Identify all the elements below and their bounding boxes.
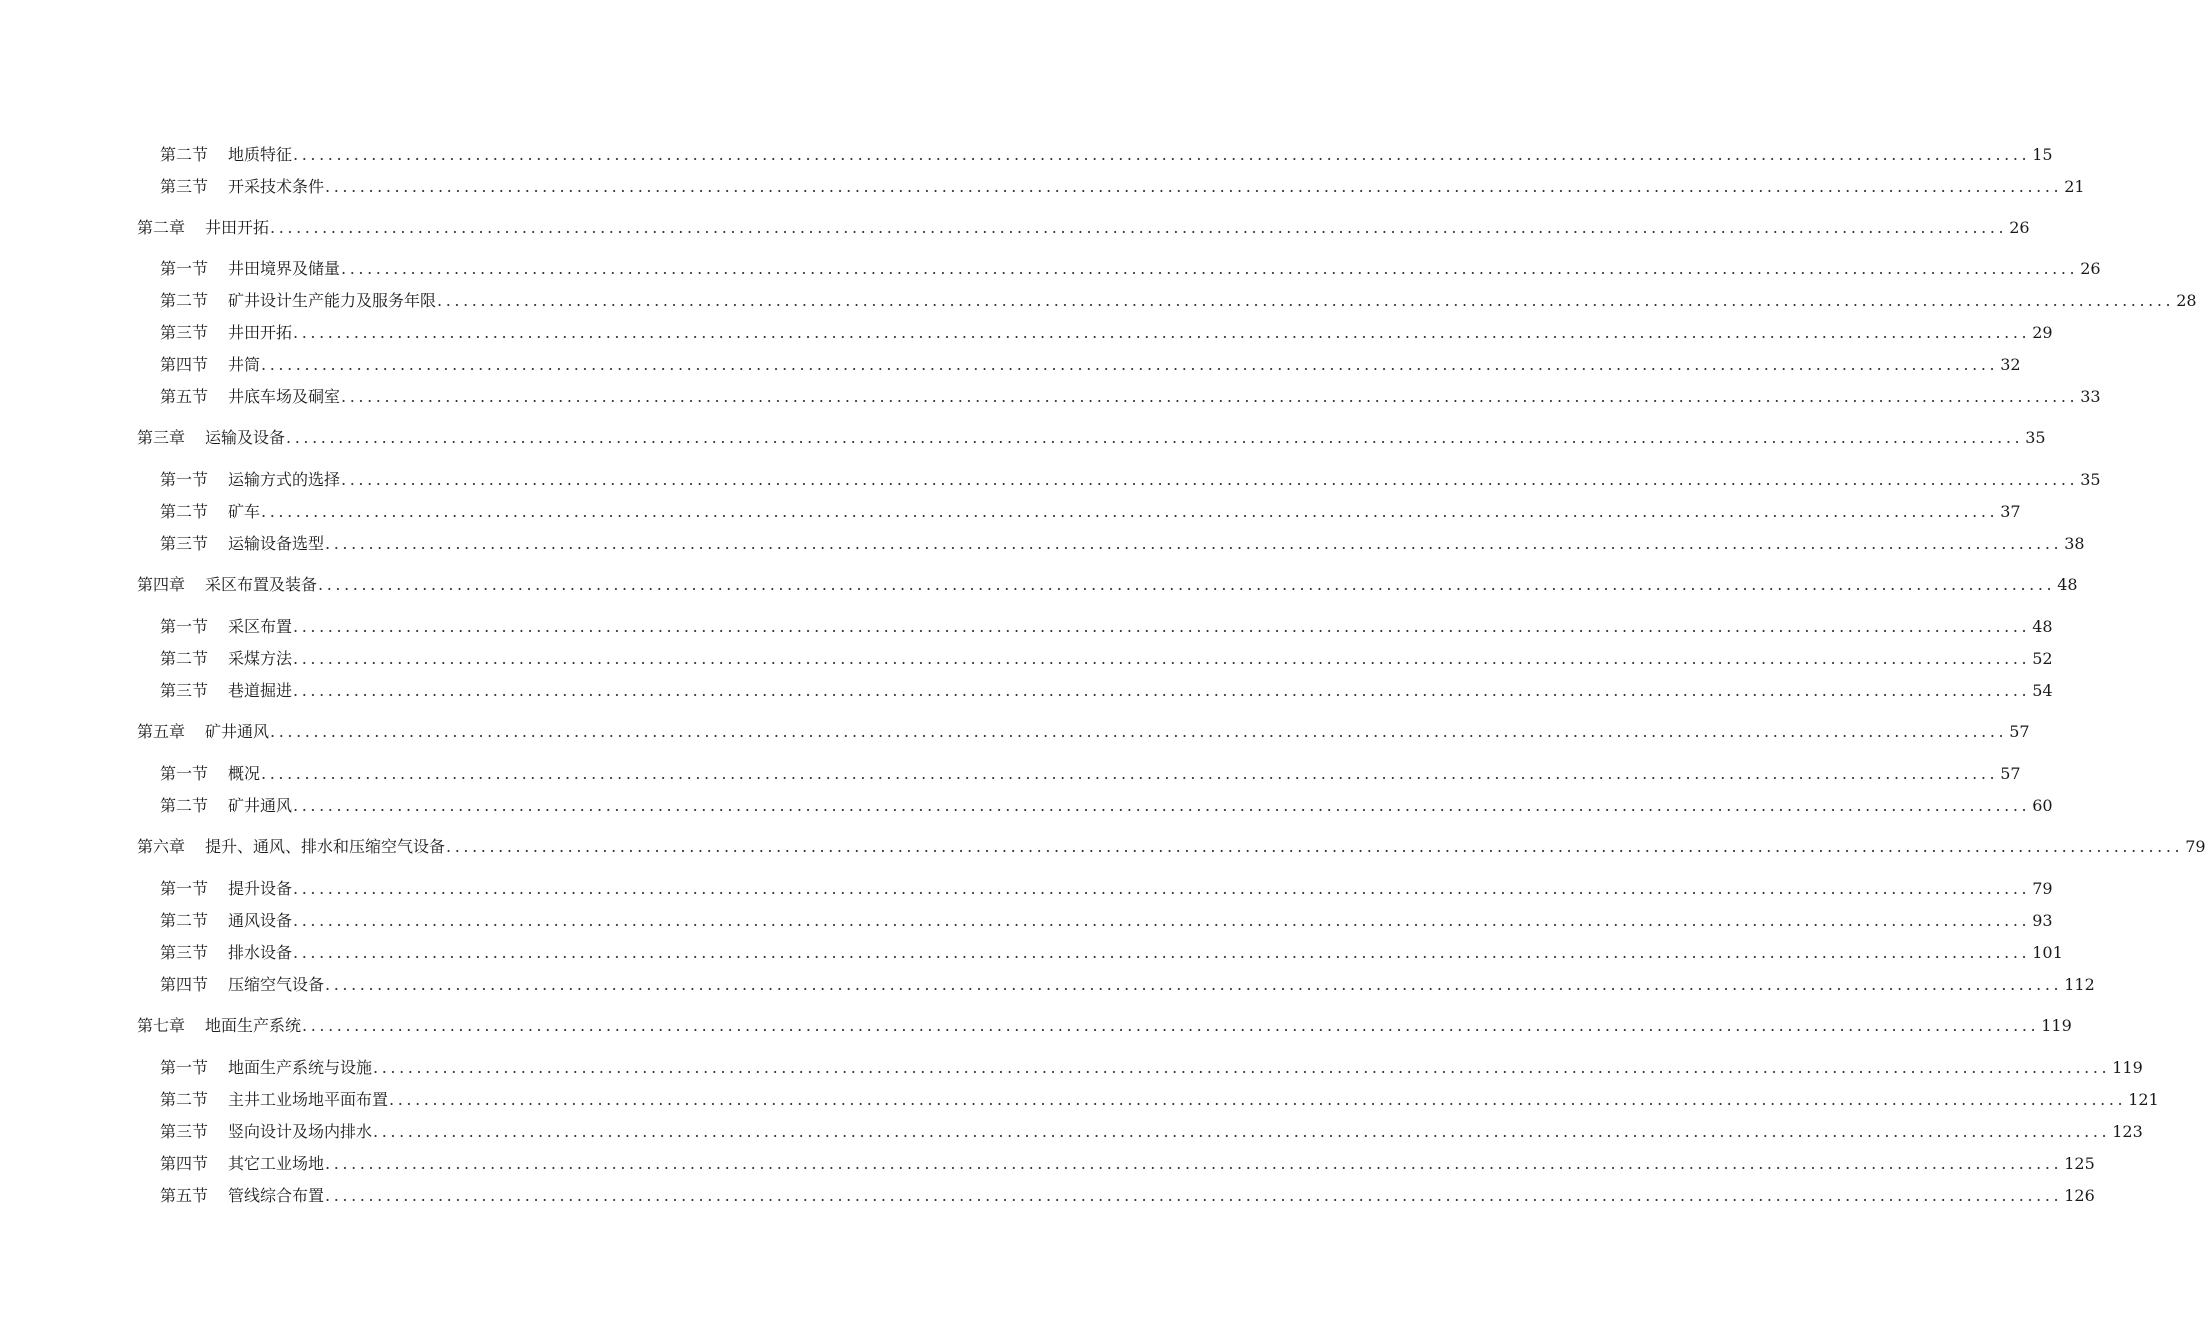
dot-leader: ........................................................................................................................................................................................................ <box>341 470 2079 489</box>
toc-entry <box>160 174 2085 200</box>
toc-entry <box>160 646 2053 672</box>
dot-leader: ........................................................................................................................................................................................................ <box>270 722 2008 741</box>
entry-number: 第三章 <box>137 428 186 447</box>
toc-entry <box>137 1013 2072 1039</box>
entry-page: 38 <box>2064 534 2085 553</box>
dot-leader: ........................................................................................................................................................................................................ <box>270 218 2008 237</box>
dot-leader: ........................................................................................................................................................................................................ <box>373 1058 2111 1077</box>
entry-title: 巷道掘进 <box>228 681 293 700</box>
entry-number: 第二章 <box>137 218 186 237</box>
entry-title: 开采技术条件 <box>228 177 325 196</box>
entry-page: 79 <box>2032 879 2053 898</box>
entry-page: 52 <box>2032 649 2053 668</box>
entry-page: 21 <box>2064 177 2085 196</box>
entry-title: 提升设备 <box>228 879 293 898</box>
entry-page: 57 <box>2000 764 2021 783</box>
toc-entry <box>160 1151 2095 1177</box>
entry-number: 第二节 <box>160 796 209 815</box>
entry-title: 矿车 <box>228 502 261 521</box>
toc-entry <box>160 256 2101 282</box>
dot-leader: ........................................................................................................................................................................................................ <box>293 649 2031 668</box>
toc-entry <box>160 972 2095 998</box>
toc-entry <box>160 384 2101 410</box>
toc-entry <box>160 352 2021 378</box>
toc-entry <box>160 467 2101 493</box>
toc-entry <box>160 1119 2143 1145</box>
dot-leader: ........................................................................................................................................................................................................ <box>293 681 2031 700</box>
dot-leader: ........................................................................................................................................................................................................ <box>293 911 2031 930</box>
entry-number: 第二节 <box>160 911 209 930</box>
entry-page: 37 <box>2000 502 2021 521</box>
entry-page: 79 <box>2185 837 2206 856</box>
entry-number: 第三节 <box>160 681 209 700</box>
entry-title: 运输及设备 <box>205 428 286 447</box>
entry-number: 第一节 <box>160 470 209 489</box>
entry-number: 第二节 <box>160 649 209 668</box>
dot-leader: ........................................................................................................................................................................................................ <box>293 145 2031 164</box>
toc-entry <box>137 425 2046 451</box>
entry-page: 32 <box>2000 355 2021 374</box>
entry-title: 井筒 <box>228 355 261 374</box>
entry-page: 35 <box>2025 428 2046 447</box>
entry-number: 第一节 <box>160 259 209 278</box>
toc-entry <box>160 761 2021 787</box>
entry-page: 57 <box>2009 722 2030 741</box>
entry-title: 矿井通风 <box>205 722 270 741</box>
toc-entry <box>160 678 2053 704</box>
entry-title: 采煤方法 <box>228 649 293 668</box>
entry-title: 地面生产系统 <box>205 1016 302 1035</box>
dot-leader: ........................................................................................................................................................................................................ <box>261 502 1999 521</box>
dot-leader: ........................................................................................................................................................................................................ <box>293 943 2031 962</box>
entry-page: 101 <box>2032 943 2063 962</box>
entry-page: 26 <box>2080 259 2101 278</box>
dot-leader: ........................................................................................................................................................................................................ <box>325 177 2063 196</box>
dot-leader: ........................................................................................................................................................................................................ <box>325 975 2063 994</box>
toc-entry <box>160 1087 2159 1113</box>
entry-page: 125 <box>2064 1154 2095 1173</box>
entry-title: 提升、通风、排水和压缩空气设备 <box>205 837 446 856</box>
entry-number: 第六章 <box>137 837 186 856</box>
dot-leader: ........................................................................................................................................................................................................ <box>293 323 2031 342</box>
entry-number: 第三节 <box>160 943 209 962</box>
entry-page: 121 <box>2128 1090 2159 1109</box>
entry-title: 压缩空气设备 <box>228 975 325 994</box>
entry-title: 竖向设计及场内排水 <box>228 1122 373 1141</box>
entry-number: 第一节 <box>160 879 209 898</box>
toc-entry <box>160 288 2197 314</box>
entry-number: 第五节 <box>160 387 209 406</box>
entry-number: 第五章 <box>137 722 186 741</box>
entry-title: 概况 <box>228 764 261 783</box>
dot-leader: ........................................................................................................................................................................................................ <box>446 837 2184 856</box>
toc-entry <box>160 531 2085 557</box>
entry-title: 矿井设计生产能力及服务年限 <box>228 291 437 310</box>
entry-number: 第二节 <box>160 145 209 164</box>
toc-entry <box>160 1055 2143 1081</box>
toc-entry <box>137 572 2078 598</box>
entry-page: 93 <box>2032 911 2053 930</box>
entry-page: 29 <box>2032 323 2053 342</box>
entry-title: 其它工业场地 <box>228 1154 325 1173</box>
entry-page: 26 <box>2009 218 2030 237</box>
dot-leader: ........................................................................................................................................................................................................ <box>437 291 2175 310</box>
toc-entry <box>160 499 2021 525</box>
entry-number: 第四节 <box>160 1154 209 1173</box>
toc-entry <box>160 793 2053 819</box>
entry-title: 运输设备选型 <box>228 534 325 553</box>
entry-number: 第三节 <box>160 1122 209 1141</box>
toc-entry <box>137 719 2030 745</box>
dot-leader: ........................................................................................................................................................................................................ <box>286 428 2024 447</box>
entry-page: 119 <box>2112 1058 2143 1077</box>
dot-leader: ........................................................................................................................................................................................................ <box>325 1186 2063 1205</box>
entry-page: 119 <box>2041 1016 2072 1035</box>
dot-leader: ........................................................................................................................................................................................................ <box>261 355 1999 374</box>
dot-leader: ........................................................................................................................................................................................................ <box>318 575 2056 594</box>
entry-page: 15 <box>2032 145 2053 164</box>
entry-title: 井田开拓 <box>205 218 270 237</box>
entry-page: 48 <box>2032 617 2053 636</box>
toc-entry <box>137 834 2206 860</box>
toc-entry <box>137 215 2030 241</box>
dot-leader: ........................................................................................................................................................................................................ <box>293 796 2031 815</box>
entry-page: 112 <box>2064 975 2095 994</box>
toc-entry <box>160 908 2053 934</box>
entry-title: 排水设备 <box>228 943 293 962</box>
toc-entry <box>160 876 2053 902</box>
entry-title: 通风设备 <box>228 911 293 930</box>
entry-page: 48 <box>2057 575 2078 594</box>
entry-number: 第四节 <box>160 355 209 374</box>
entry-number: 第一节 <box>160 1058 209 1077</box>
entry-number: 第二节 <box>160 502 209 521</box>
entry-title: 井底车场及硐室 <box>228 387 341 406</box>
entry-number: 第二节 <box>160 1090 209 1109</box>
entry-number: 第一节 <box>160 764 209 783</box>
entry-number: 第二节 <box>160 291 209 310</box>
entry-title: 管线综合布置 <box>228 1186 325 1205</box>
dot-leader: ........................................................................................................................................................................................................ <box>293 879 2031 898</box>
dot-leader: ........................................................................................................................................................................................................ <box>341 387 2079 406</box>
toc-entry <box>160 320 2053 346</box>
dot-leader: ........................................................................................................................................................................................................ <box>341 259 2079 278</box>
entry-title: 井田开拓 <box>228 323 293 342</box>
entry-title: 运输方式的选择 <box>228 470 341 489</box>
entry-title: 采区布置及装备 <box>205 575 318 594</box>
entry-title: 地面生产系统与设施 <box>228 1058 373 1077</box>
entry-number: 第七章 <box>137 1016 186 1035</box>
entry-page: 126 <box>2064 1186 2095 1205</box>
entry-number: 第四节 <box>160 975 209 994</box>
entry-number: 第三节 <box>160 323 209 342</box>
dot-leader: ........................................................................................................................................................................................................ <box>302 1016 2040 1035</box>
dot-leader: ........................................................................................................................................................................................................ <box>389 1090 2127 1109</box>
entry-page: 35 <box>2080 470 2101 489</box>
entry-page: 33 <box>2080 387 2101 406</box>
entry-title: 采区布置 <box>228 617 293 636</box>
entry-title: 主井工业场地平面布置 <box>228 1090 389 1109</box>
entry-number: 第五节 <box>160 1186 209 1205</box>
toc-entry <box>160 1183 2095 1209</box>
dot-leader: ........................................................................................................................................................................................................ <box>261 764 1999 783</box>
toc-entry <box>160 940 2063 966</box>
dot-leader: ........................................................................................................................................................................................................ <box>293 617 2031 636</box>
entry-number: 第一节 <box>160 617 209 636</box>
entry-number: 第三节 <box>160 177 209 196</box>
dot-leader: ........................................................................................................................................................................................................ <box>373 1122 2111 1141</box>
toc-entry <box>160 142 2053 168</box>
toc-entry <box>160 614 2053 640</box>
dot-leader: ........................................................................................................................................................................................................ <box>325 1154 2063 1173</box>
entry-title: 地质特征 <box>228 145 293 164</box>
dot-leader: ........................................................................................................................................................................................................ <box>325 534 2063 553</box>
entry-page: 54 <box>2032 681 2053 700</box>
entry-page: 123 <box>2112 1122 2143 1141</box>
entry-page: 60 <box>2032 796 2053 815</box>
entry-number: 第三节 <box>160 534 209 553</box>
entry-number: 第四章 <box>137 575 186 594</box>
entry-page: 28 <box>2176 291 2197 310</box>
entry-title: 井田境界及储量 <box>228 259 341 278</box>
entry-title: 矿井通风 <box>228 796 293 815</box>
